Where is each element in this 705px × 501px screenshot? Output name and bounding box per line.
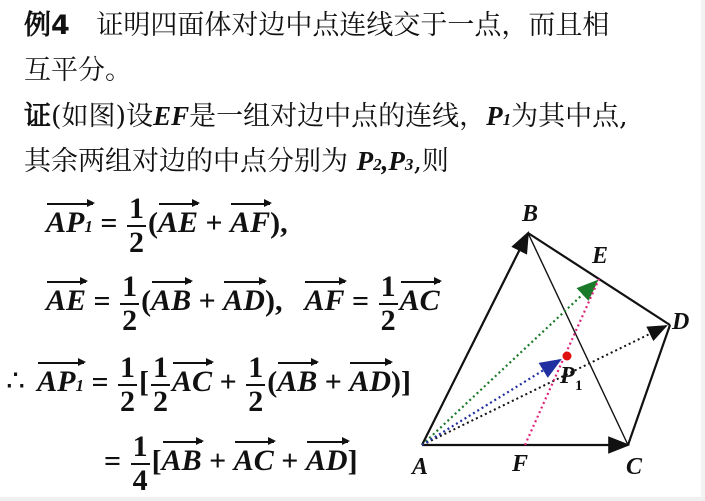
fraction-half: $\frac{1}{2}$ bbox=[380, 270, 396, 337]
vector-af: AF bbox=[304, 284, 345, 318]
vector-ad: AD bbox=[223, 284, 265, 318]
label-b: B bbox=[522, 201, 539, 227]
problem-statement-2: 互平分。 bbox=[24, 55, 132, 86]
equation-4: = $\frac{1}{4}$ [AB + AC + AD] bbox=[104, 430, 358, 497]
label-e: E bbox=[592, 243, 609, 269]
point-p1: P1 bbox=[486, 101, 512, 131]
problem-line-1 bbox=[24, 12, 609, 39]
fraction-half: $\frac{1}{2}$ bbox=[153, 351, 169, 418]
vector-ac: AC bbox=[172, 365, 213, 399]
point-p2: P2 bbox=[356, 146, 382, 176]
vector-ap1: AP1 bbox=[46, 206, 93, 240]
vector-ab: AB bbox=[161, 444, 202, 478]
vector-ad-dotted bbox=[422, 326, 666, 445]
edge-cd bbox=[628, 325, 670, 445]
therefore-symbol: ∴ bbox=[6, 365, 26, 399]
vector-ad: AD bbox=[305, 444, 348, 478]
label-d: D bbox=[672, 309, 690, 335]
label-p-sub: 1 bbox=[575, 378, 583, 394]
label-f: F bbox=[512, 451, 529, 477]
proof-line-2 bbox=[24, 148, 449, 175]
proof-then: ,则 bbox=[413, 146, 449, 177]
tetrahedron-figure bbox=[400, 195, 700, 495]
window-right-edge bbox=[701, 0, 705, 501]
vector-ac: AC bbox=[399, 284, 440, 318]
proof-line2-text: 其余两组对边的中点分别为 bbox=[24, 146, 357, 177]
proof-intro-2: 是一组对边中点的连线， bbox=[189, 101, 487, 132]
label-c: C bbox=[626, 454, 643, 480]
problem-line-2 bbox=[24, 57, 132, 84]
fraction-half: $\frac{1}{2}$ bbox=[128, 192, 144, 259]
point-p3: P3 bbox=[388, 146, 414, 176]
vector-ad: AD bbox=[349, 365, 392, 399]
problem-statement-1: 证明四面体对边中点连线交于一点，而且相 bbox=[96, 10, 610, 41]
proof-label: 证 bbox=[24, 101, 51, 132]
vector-ac: AC bbox=[233, 444, 274, 478]
point-p1-dot bbox=[563, 352, 572, 361]
label-p: P bbox=[560, 363, 575, 389]
label-a: A bbox=[412, 454, 429, 480]
vector-ab: AB bbox=[151, 284, 192, 318]
vector-ap1: AP1 bbox=[37, 365, 84, 399]
proof-intro-3: 为其中点, bbox=[511, 101, 628, 132]
proof-line-1 bbox=[24, 103, 628, 130]
fraction-half: $\frac{1}{2}$ bbox=[122, 270, 138, 337]
vector-af: AF bbox=[230, 206, 271, 240]
vector-ae: AE bbox=[46, 284, 87, 318]
fraction-quarter: $\frac{1}{4}$ bbox=[132, 430, 148, 497]
vector-ab: AB bbox=[277, 365, 318, 399]
fraction-half: $\frac{1}{2}$ bbox=[248, 351, 264, 418]
comma: , bbox=[381, 146, 389, 176]
equation-3: ∴ AP1 = $\frac{1}{2}$ [ $\frac{1}{2}$ AC + $\frac{1}{2}$ (AB + AD)] bbox=[6, 351, 411, 418]
proof-intro-1: (如图)设 bbox=[51, 101, 154, 132]
example-label: 例4 bbox=[24, 10, 70, 41]
fraction-half: $\frac{1}{2}$ bbox=[120, 351, 136, 418]
equation-1: AP1 = $\frac{1}{2}$ (AE + AF), bbox=[46, 192, 288, 259]
segment-ef: EF bbox=[153, 101, 190, 131]
vector-ae: AE bbox=[157, 206, 198, 240]
equation-2: AE = $\frac{1}{2}$ (AB + AD), AF = $\frac{1}{2}$ AC bbox=[46, 270, 440, 337]
window-bottom-edge bbox=[0, 497, 705, 501]
